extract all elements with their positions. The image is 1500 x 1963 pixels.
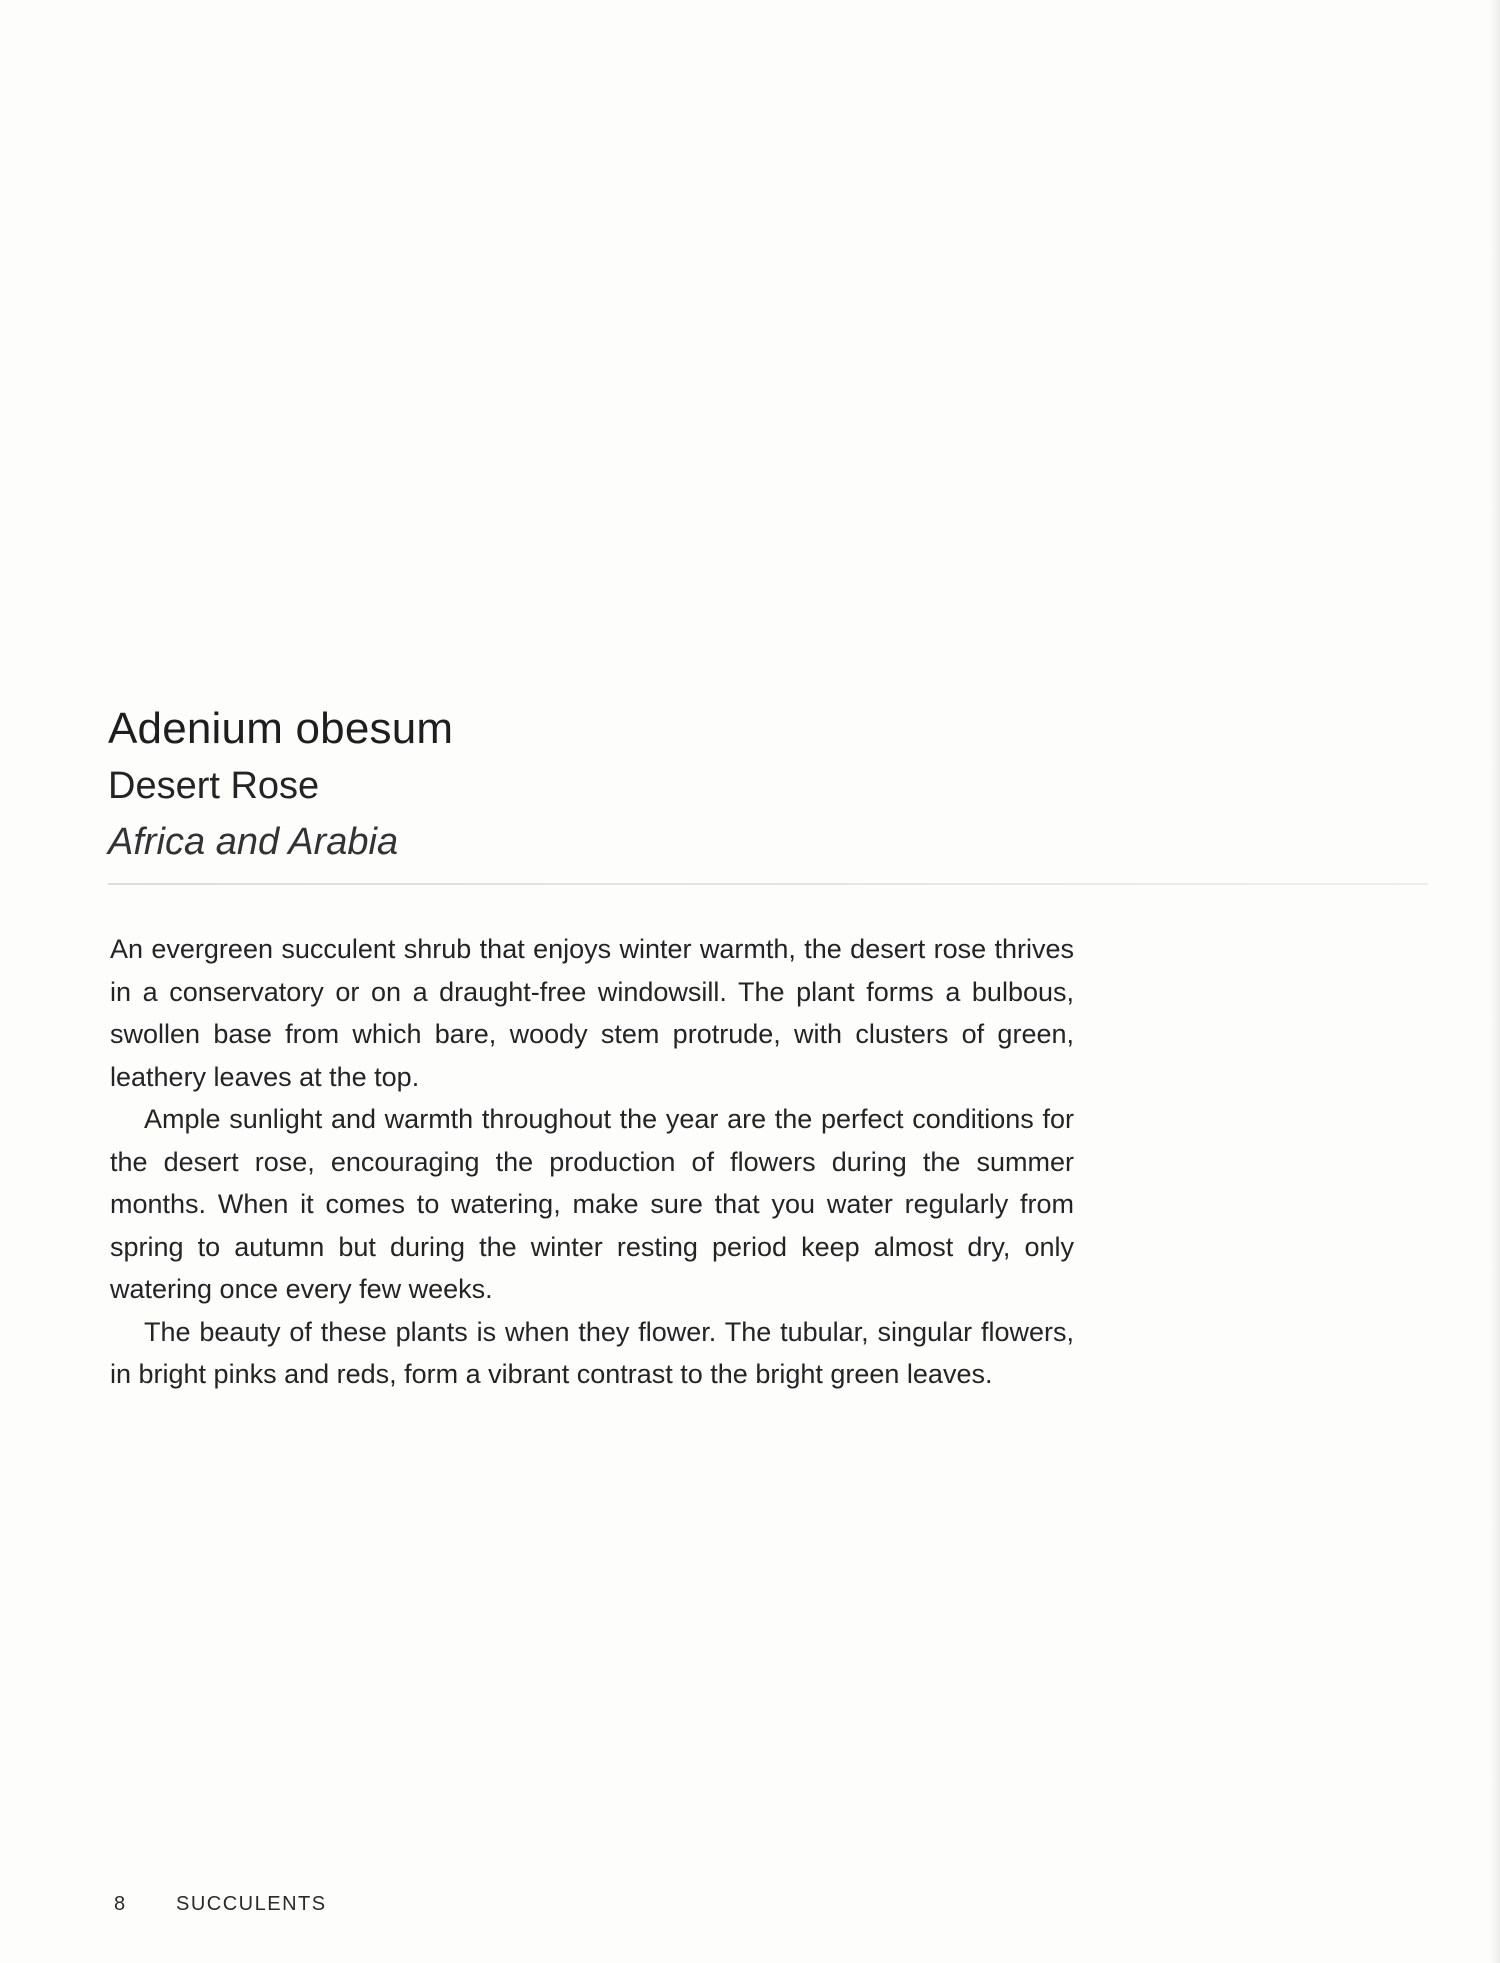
description-paragraph-3: The beauty of these plants is when they flower. The tubular, singular flowers, in bright pinks and reds, form a vibrant contrast to the bright green leaves.	[110, 1316, 1074, 1389]
section-divider	[108, 883, 1428, 885]
plant-entry-header	[108, 700, 1108, 870]
common-name-heading: Desert Rose	[108, 765, 320, 807]
origin-subheading: Africa and Arabia	[108, 821, 399, 863]
description-paragraph-2: Ample sunlight and warmth throughout the year are the perfect conditions for the desert rose, encouraging the production of flowers during the summer months. When it comes to watering, make sure that you water regularly from spring to autumn but during the winter resting period keep almost dry, only watering once every few weeks.	[110, 1104, 1074, 1304]
latin-name-heading: Adenium obesum	[108, 704, 454, 753]
plant-description	[110, 928, 1074, 1396]
page-footer	[114, 1890, 327, 1918]
section-name: SUCCULENTS	[176, 1893, 327, 1915]
description-paragraph-1: An evergreen succulent shrub that enjoys winter warmth, the desert rose thrives in a conservatory or on a draught-free windowsill. The plant forms a bulbous, swollen base from which bare, woody stem protrude, with clusters of green, leathery leaves at the top.	[110, 934, 1074, 1092]
page-number: 8	[114, 1893, 126, 1915]
page-edge-shadow	[1490, 0, 1500, 1963]
